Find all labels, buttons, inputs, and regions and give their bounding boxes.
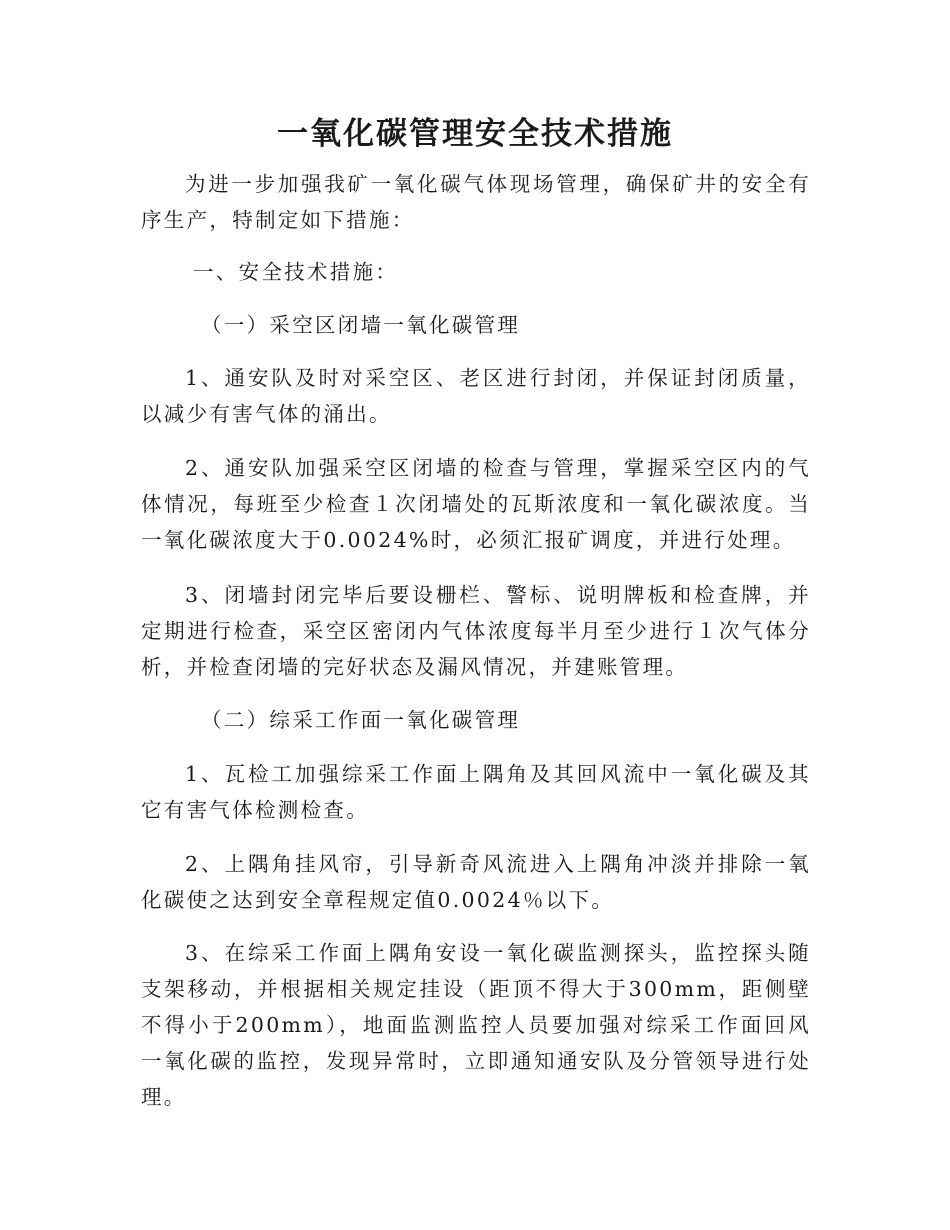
goaf-item-1: 1、通安队及时对采空区、老区进行封闭，并保证封闭质量，以减少有害气体的涌出。 — [141, 366, 811, 426]
face-item-1: 1、瓦检工加强综采工作面上隅角及其回风流中一氧化碳及其它有害气体检测检查。 — [141, 762, 811, 822]
goaf-item-3: 3、闭墙封闭完毕后要设栅栏、警标、说明牌板和检查牌，并定期进行检查，采空区密闭内气体浓度每半月至少进行１次气体分析，并检查闭墙的完好状态及漏风情况，并建账管理。 — [141, 583, 811, 679]
face-item-2: 2、上隅角挂风帘，引导新奇风流进入上隅角冲淡并排除一氧化碳使之达到安全章程规定值0.0024％以下。 — [141, 852, 811, 912]
subsection-heading-fully-mechanized-face: （二）综采工作面一氧化碳管理 — [201, 708, 521, 732]
face-item-3: 3、在综采工作面上隅角安设一氧化碳监测探头，监控探头随支架移动，并根据相关规定挂设（距顶不得大于300mm，距侧壁不得小于200mm），地面监测监控人员要加强对综采工作面回风一氧化碳的监控，发现异常时，立即通知通安队及分管领导进行处理。 — [141, 941, 811, 1109]
document-title: 一氧化碳管理安全技术措施 — [277, 116, 673, 152]
subsection-heading-goaf-wall: （一）采空区闭墙一氧化碳管理 — [201, 313, 521, 337]
goaf-item-2: 2、通安队加强采空区闭墙的检查与管理，掌握采空区内的气体情况，每班至少检查１次闭墙处的瓦斯浓度和一氧化碳浓度。当一氧化碳浓度大于0.0024%时，必须汇报矿调度，并进行处理。 — [141, 456, 811, 552]
section-heading-safety-measures: 一、安全技术措施： — [193, 260, 399, 284]
intro-paragraph: 为进一步加强我矿一氧化碳气体现场管理，确保矿井的安全有序生产，特制定如下措施： — [141, 172, 811, 232]
